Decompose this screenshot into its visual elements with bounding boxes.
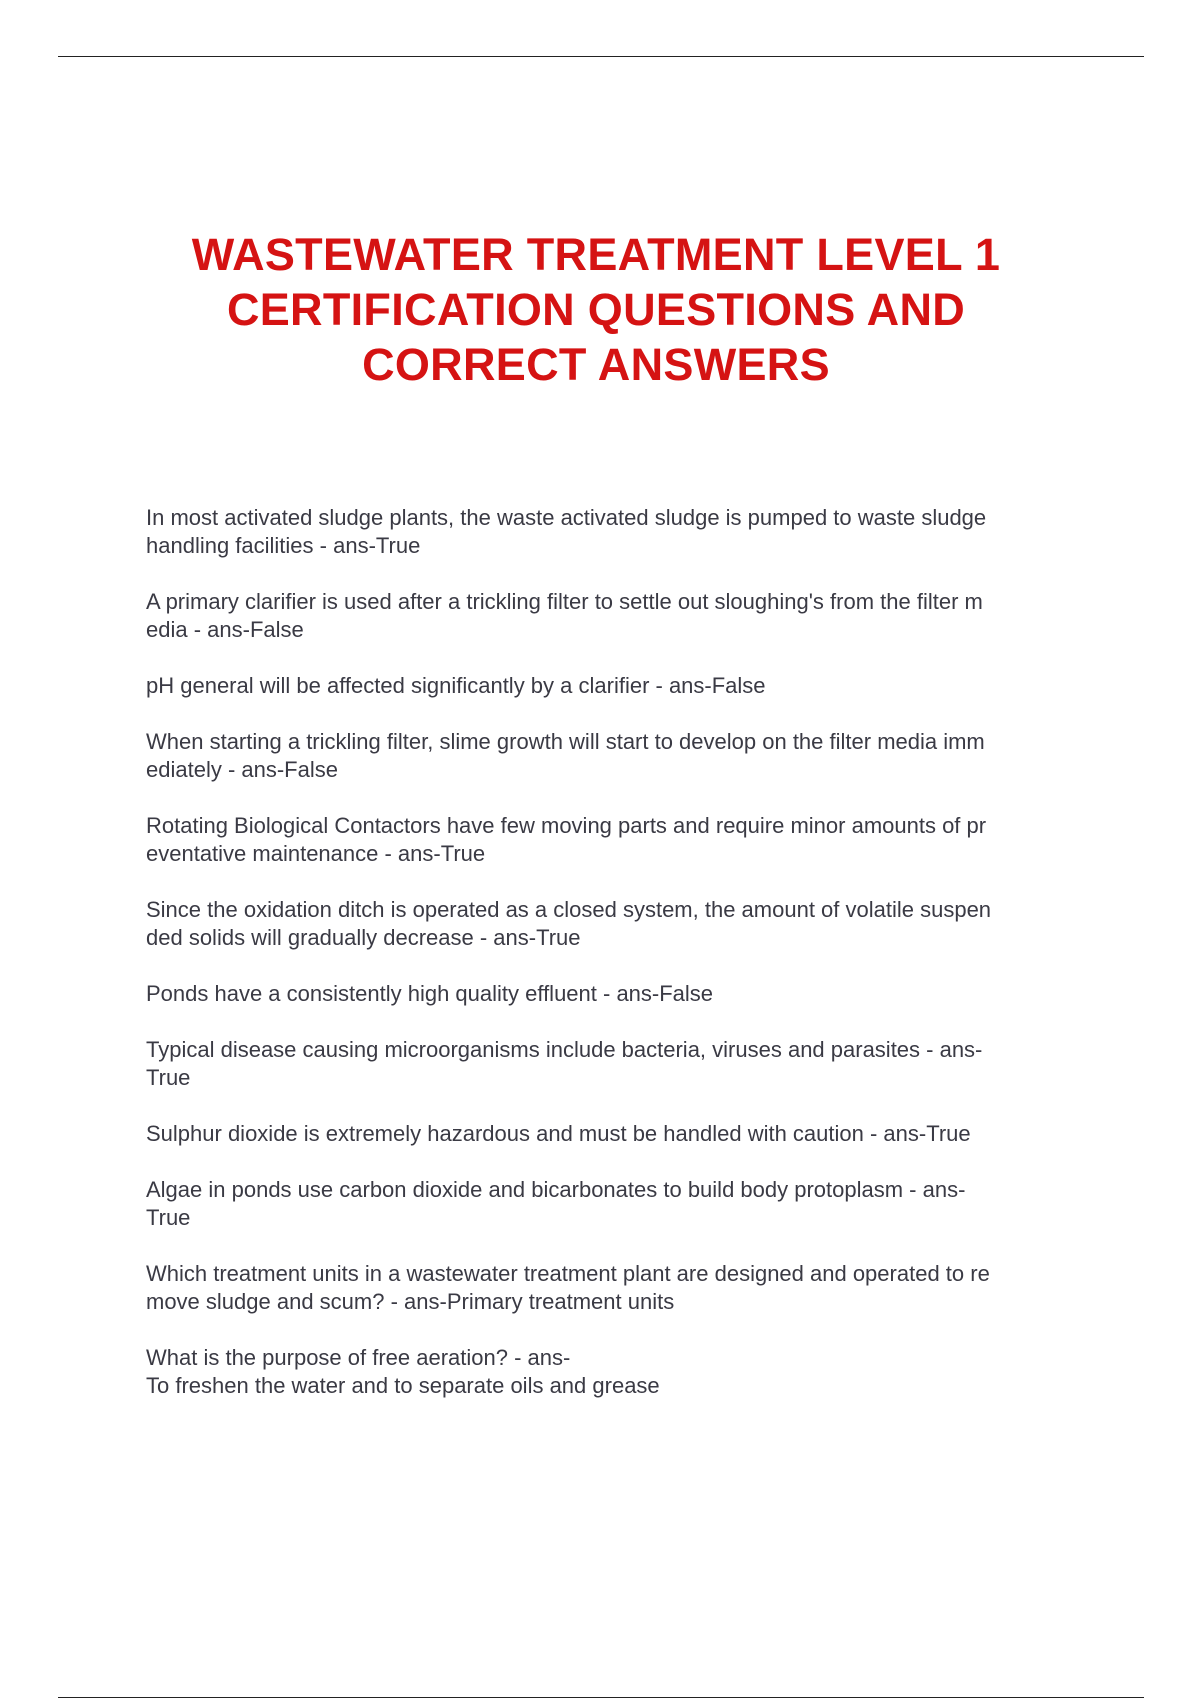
title-line: WASTEWATER TREATMENT LEVEL 1 (191, 229, 1001, 280)
qa-item (146, 588, 1096, 644)
title-line: CERTIFICATION QUESTIONS AND (226, 284, 966, 335)
bottom-rule (58, 1697, 1144, 1698)
qa-line: Which treatment units in a wastewater treatment plant are designed and operated to re (146, 1261, 990, 1286)
document-title (120, 227, 1072, 392)
qa-line: eventative maintenance - ans-True (146, 841, 486, 866)
qa-item (146, 896, 1096, 952)
qa-line: True (146, 1205, 191, 1230)
qa-line: A primary clarifier is used after a trickling filter to settle out sloughing's from the filter m (146, 589, 983, 614)
qa-line: Sulphur dioxide is extremely hazardous and must be handled with caution - ans-True (146, 1121, 971, 1146)
qa-line: handling facilities - ans-True (146, 533, 421, 558)
qa-line: True (146, 1065, 191, 1090)
qa-line: move sludge and scum? - ans-Primary treatment units (146, 1289, 675, 1314)
qa-line: edia - ans-False (146, 617, 304, 642)
qa-item (146, 980, 1096, 1008)
qa-item (146, 1120, 1096, 1148)
qa-item (146, 504, 1096, 560)
top-rule (58, 56, 1144, 57)
qa-line: Typical disease causing microorganisms include bacteria, viruses and parasites - ans- (146, 1037, 983, 1062)
qa-item (146, 672, 1096, 700)
qa-line: Since the oxidation ditch is operated as a closed system, the amount of volatile suspen (146, 897, 992, 922)
qa-item (146, 812, 1096, 868)
qa-line: Ponds have a consistently high quality effluent - ans-False (146, 981, 714, 1006)
qa-line: To freshen the water and to separate oils and grease (146, 1373, 660, 1398)
qa-line: Algae in ponds use carbon dioxide and bicarbonates to build body protoplasm - ans- (146, 1177, 966, 1202)
qa-item (146, 1036, 1096, 1092)
qa-line: What is the purpose of free aeration? - ans- (146, 1345, 571, 1370)
title-line: CORRECT ANSWERS (362, 339, 830, 390)
qa-line: Rotating Biological Contactors have few moving parts and require minor amounts of pr (146, 813, 987, 838)
qa-line: pH general will be affected significantly by a clarifier - ans-False (146, 673, 766, 698)
qa-line: In most activated sludge plants, the waste activated sludge is pumped to waste sludge (146, 505, 987, 530)
qa-line: When starting a trickling filter, slime growth will start to develop on the filter media imm (146, 729, 985, 754)
qa-line: ded solids will gradually decrease - ans-True (146, 925, 581, 950)
qa-item (146, 1344, 1096, 1400)
qa-line: ediately - ans-False (146, 757, 338, 782)
qa-item (146, 1176, 1096, 1232)
qa-item (146, 728, 1096, 784)
question-answer-list (146, 504, 1096, 1428)
qa-item (146, 1260, 1096, 1316)
